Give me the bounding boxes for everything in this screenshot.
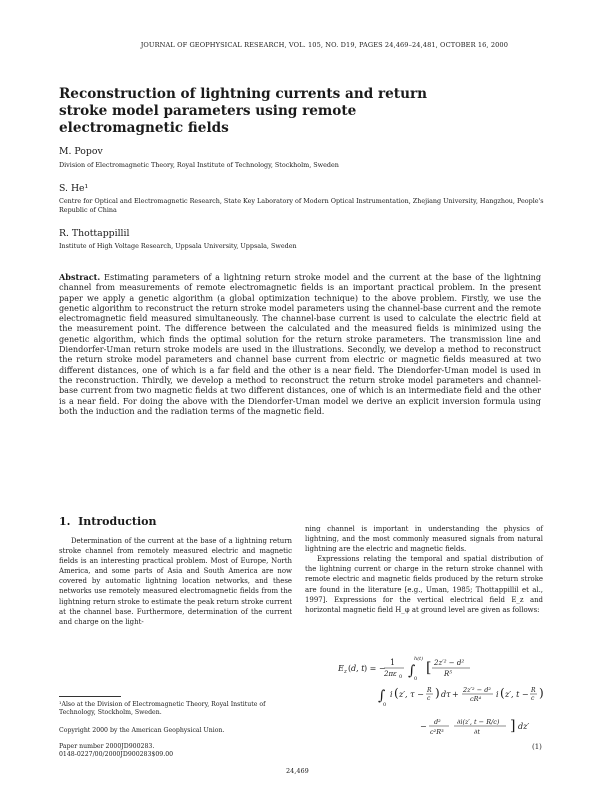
paper-title: Reconstruction of lightning currents and return stroke model parameters using remote electromagnetic fields — [59, 86, 427, 136]
svg-text:0: 0 — [383, 702, 387, 708]
author-affiliation: Centre for Optical and Electromagnetic Research, State Key Laboratory of Modern Optical Instrumentation, Zhejiang University, Hangzhou, People's Republic of China — [59, 197, 544, 214]
svg-text:1: 1 — [390, 658, 396, 667]
copyright: Copyright 2000 by the American Geophysical Union. — [59, 727, 225, 734]
svg-text:h(t): h(t) — [414, 656, 424, 662]
body-paragraph: Determination of the current at the base of a lightning return stroke channel from remotely measured electric and magnetic fields is an interesting practical problem. Most of Europe, North America, and some parts of Asia and South America are now covered by automatic lightning location networks, and these networks use remotely measured electromagnetic fields from the lightning return stroke to estimate the peak return stroke current at the channel base. Furthermore, determination of the current and charge on the light- — [59, 537, 292, 626]
section-number: 1. — [59, 515, 71, 528]
paper-number: Paper number 2000JD900283. — [59, 743, 155, 750]
svg-text:R: R — [427, 687, 432, 694]
svg-text:d, t: d, t — [351, 664, 365, 673]
section-title: Introduction — [78, 515, 157, 528]
svg-text:E: E — [338, 664, 344, 673]
svg-text:i: i — [390, 690, 393, 699]
svg-text:d²: d² — [434, 718, 441, 726]
journal-header: JOURNAL OF GEOPHYSICAL RESEARCH, VOL. 105, NO. D19, PAGES 24,469–24,481, OCTOBER 16, 2000 — [140, 41, 508, 49]
svg-text:) = −: ) = − — [364, 664, 386, 673]
abstract-label: Abstract. — [59, 272, 101, 282]
svg-text:z′, t −: z′, t − — [505, 690, 529, 699]
svg-text:∂i(z′, t − R/c): ∂i(z′, t − R/c) — [457, 718, 500, 726]
equation-1 — [338, 654, 598, 766]
right-column — [305, 524, 543, 615]
svg-text:2z′² − d²: 2z′² − d² — [434, 659, 465, 667]
svg-text:dτ: dτ — [441, 690, 451, 699]
author-affiliation: Division of Electromagnetic Theory, Royal Institute of Technology, Stockholm, Sweden — [59, 161, 339, 169]
svg-text:c: c — [531, 695, 535, 702]
body-paragraph: ning channel is important in understanding the physics of lightning, and the most commonly measured signals from natural lightning are the electric and magnetic fields. — [305, 525, 543, 554]
paper-number-block — [59, 743, 173, 759]
body-paragraph: Expressions relating the temporal and spatial distribution of the lightning current or charge in the return stroke channel with remote electric and magnetic fields produced by the return stroke are found in the literature [e.g., Uman, 1985; Thottappillil et al., 1997]. Expressions for the vertical electrical field E_z and horizontal magnetic field H_φ at ground level are given as follows: — [305, 555, 543, 614]
svg-text:∫: ∫ — [408, 663, 416, 679]
author-affiliation: Institute of High Voltage Research, Uppsala University, Uppsala, Sweden — [59, 242, 297, 250]
svg-text:∂t: ∂t — [474, 728, 480, 736]
left-column — [59, 536, 292, 627]
svg-text:]: ] — [510, 718, 516, 734]
svg-text:R: R — [531, 687, 536, 694]
svg-text:2z′² − d²: 2z′² − d² — [463, 686, 491, 694]
svg-text:dz′: dz′ — [518, 722, 530, 731]
svg-text:−: − — [420, 722, 427, 731]
page-number: 24,469 — [286, 767, 309, 775]
equation-number: (1) — [532, 743, 542, 751]
svg-text:0: 0 — [399, 674, 403, 680]
author-name: M. Popov — [59, 146, 103, 157]
svg-text:z: z — [344, 669, 347, 675]
footnote: ¹Also at the Division of Electromagnetic Theory, Royal Institute of Technology, Stockholm, Sweden. — [59, 701, 266, 717]
svg-text:z′, τ −: z′, τ − — [399, 690, 424, 699]
svg-text:2πε: 2πε — [384, 670, 397, 678]
svg-text:(: ( — [348, 664, 352, 673]
svg-text:c²R³: c²R³ — [430, 728, 444, 736]
svg-text:R⁵: R⁵ — [444, 670, 453, 678]
abstract-text: Estimating parameters of a lightning return stroke model and the current at the base of the lightning channel from measurements of remote electromagnetic fields is an important practical problem. In the present paper we apply a genetic algorithm (a global optimization technique) to the above problem. Firstly, we use the genetic algorithm to reconstruct the return stroke model parameters using the channel-base current and the remote electromagnetic field measured simultaneously. The channel-base current is used to calculate the electric field at the measurement point. The difference between the calculated and the measured fields is minimized using the genetic algorithm, which finds the optimal solution for the return stroke parameters. The transmission line and Diendorfer-Uman return stroke models are used in the illustrations. Secondly, we develop a method to reconstruct the return stroke model parameters and channel base current from electric or magnetic fields measured at two different distances, one of which is a far field and the other is a near field. The Diendorfer-Uman model is used in the reconstruction. Thirdly, we develop a method to reconstruct the return stroke model parameters and channel-base current from two magnetic fields at two different distances, one of which is an intermediate field and the other is a near field. For doing the above with the Diendorfer-Uman model we derive an explicit inversion formula using both the induction and the radiation terms of the magnetic field. — [59, 272, 541, 416]
svg-text:cR⁴: cR⁴ — [470, 695, 482, 703]
author-name: S. He¹ — [59, 183, 89, 194]
svg-text:[: [ — [426, 660, 432, 676]
svg-text:i: i — [496, 690, 499, 699]
svg-text:0: 0 — [414, 676, 418, 682]
author-name: R. Thottappillil — [59, 228, 130, 239]
svg-text:∫: ∫ — [378, 688, 386, 704]
svg-text:+: + — [452, 690, 459, 699]
svg-text:c: c — [427, 695, 431, 702]
section-heading — [59, 515, 157, 528]
svg-text:): ) — [435, 686, 440, 700]
issn: 0148-0227/00/2000JD900283$09.00 — [59, 751, 174, 758]
svg-text:): ) — [539, 686, 544, 700]
svg-text:(: ( — [394, 686, 399, 700]
footnote-rule — [59, 696, 121, 697]
abstract — [59, 272, 541, 416]
svg-text:(: ( — [500, 686, 505, 700]
